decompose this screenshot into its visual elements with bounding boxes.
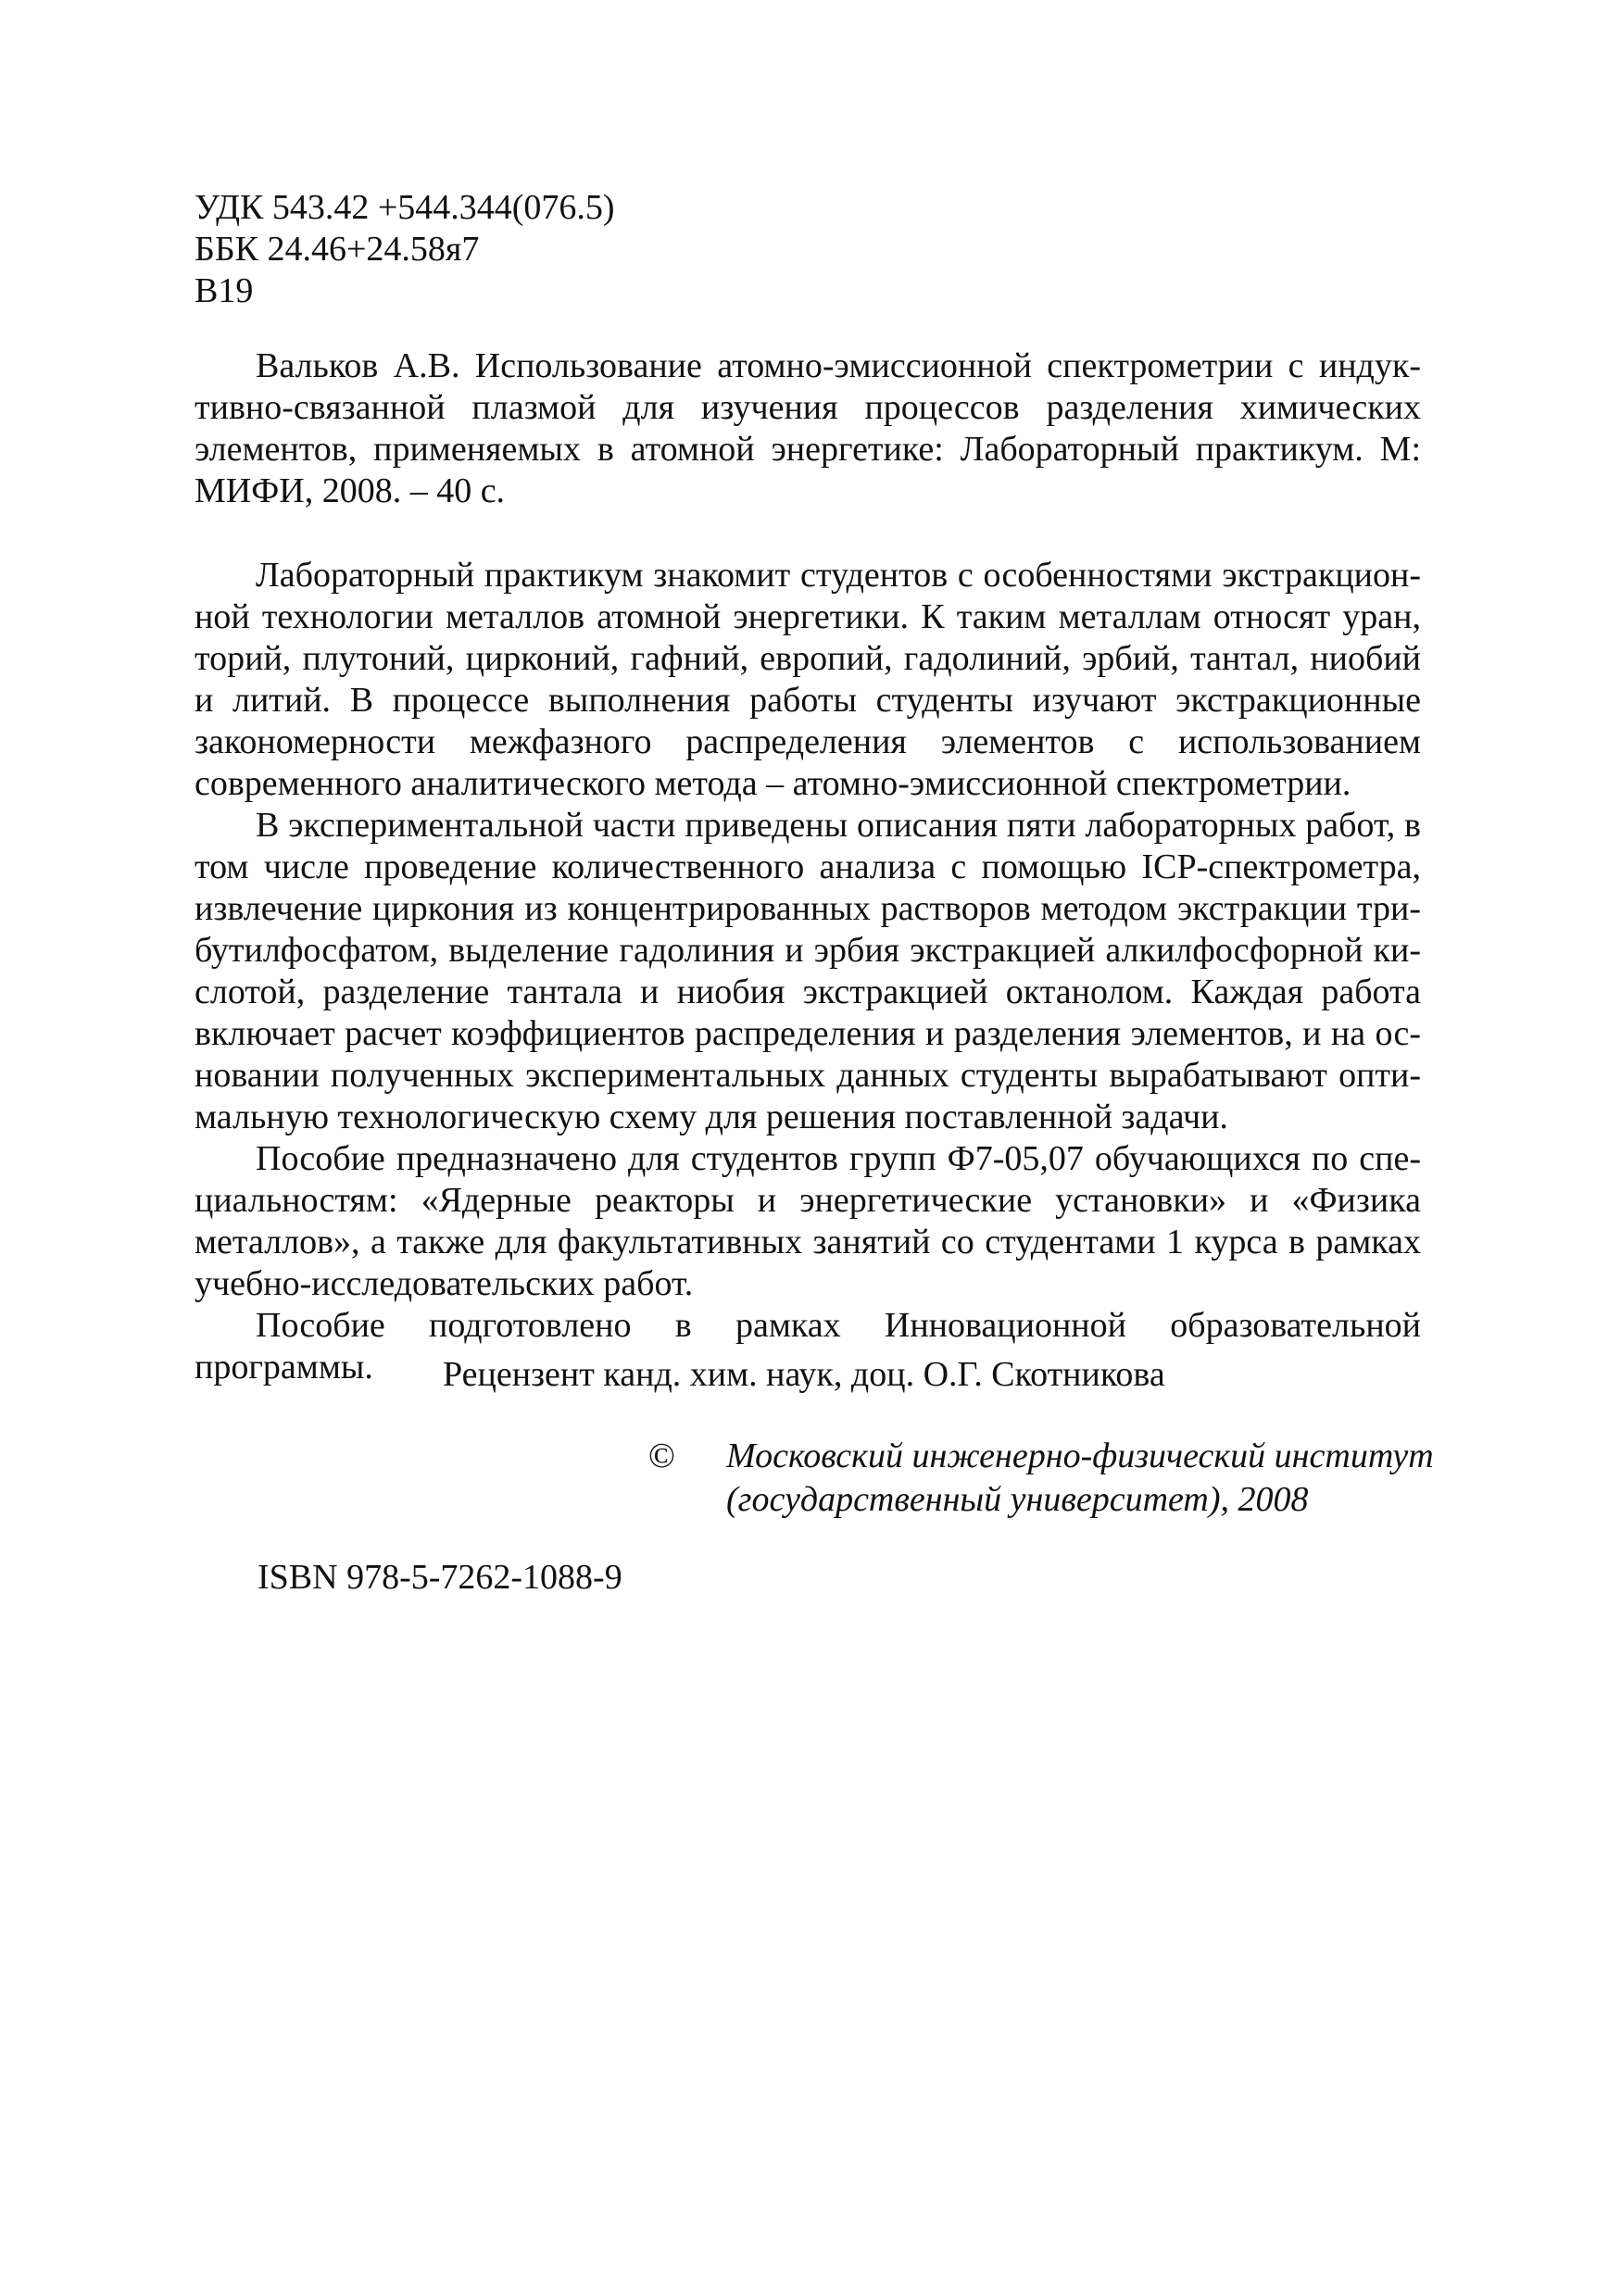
abstract bbox=[195, 555, 1421, 1388]
publisher bbox=[726, 1436, 1467, 1523]
isbn: ISBN 978-5-7262-1088-9 bbox=[258, 1558, 622, 1597]
classification-codes bbox=[195, 187, 936, 312]
abstract-paragraph: Пособие подготовлено в рамках Инновационной образовательной программы. bbox=[195, 1306, 1421, 1386]
author-mark: В19 bbox=[195, 271, 254, 310]
publisher-line-2: (государственный университет), 2008 bbox=[726, 1480, 1309, 1519]
abstract-paragraph: Пособие предназначено для студентов групп Ф7-05,07 обучающихся по специальностям: «Ядерные реакторы и энергетические установки» и «Физика металлов», а также для факультативных занятий со студентами 1 курса в рамках учебно-исследовательских работ. bbox=[195, 1139, 1421, 1303]
copyright-symbol: © bbox=[648, 1437, 675, 1475]
abstract-paragraph: В экспериментальной части приведены описания пяти лабораторных работ, в том числе проведение количественного анализа с помощью ICP-спектрометра, извлечение циркония из концентрированных растворов методом экстракции трибутилфосфатом, выделение гадолиния и эрбия экстракцией алкилфосфорной кислотой, разделение тантала и ниобия экстракцией октанолом. Каждая работа включает расчет коэффициентов распределения и разделения элементов, и на основании полученных экспериментальных данных студенты вырабатывают оптимальную технологическую схему для решения поставленной задачи. bbox=[195, 806, 1421, 1136]
publisher-line-1: Московский инженерно-физический институт bbox=[726, 1437, 1434, 1475]
bibliographic-record: Вальков А.В. Использование атомно-эмиссионной спектрометрии с индуктивно-связанной плазмой для изучения процессов разделения химических элементов, применяемых в атомной энергетике: Лабораторный практикум. М: МИФИ, 2008. – 40 с. bbox=[195, 346, 1421, 510]
bbk-code: ББК 24.46+24.58я7 bbox=[195, 230, 480, 269]
abstract-paragraph: Лабораторный практикум знакомит студентов с особенностями экстракционной технологии металлов атомной энергетики. К таким металлам относят уран, торий, плутоний, цирконий, гафний, европий, гадолиний, эрбий, тантал, ниобий и литий. В процессе выполнения работы студенты изучают экстракционные закономерности межфазного распределения элементов с использованием современного аналитического метода – атомно-эмиссионной спектрометрии. bbox=[195, 556, 1421, 803]
reviewer-line: Рецензент канд. хим. наук, доц. О.Г. Скотникова bbox=[443, 1355, 1165, 1394]
udk-code: УДК 543.42 +544.344(076.5) bbox=[195, 188, 615, 227]
